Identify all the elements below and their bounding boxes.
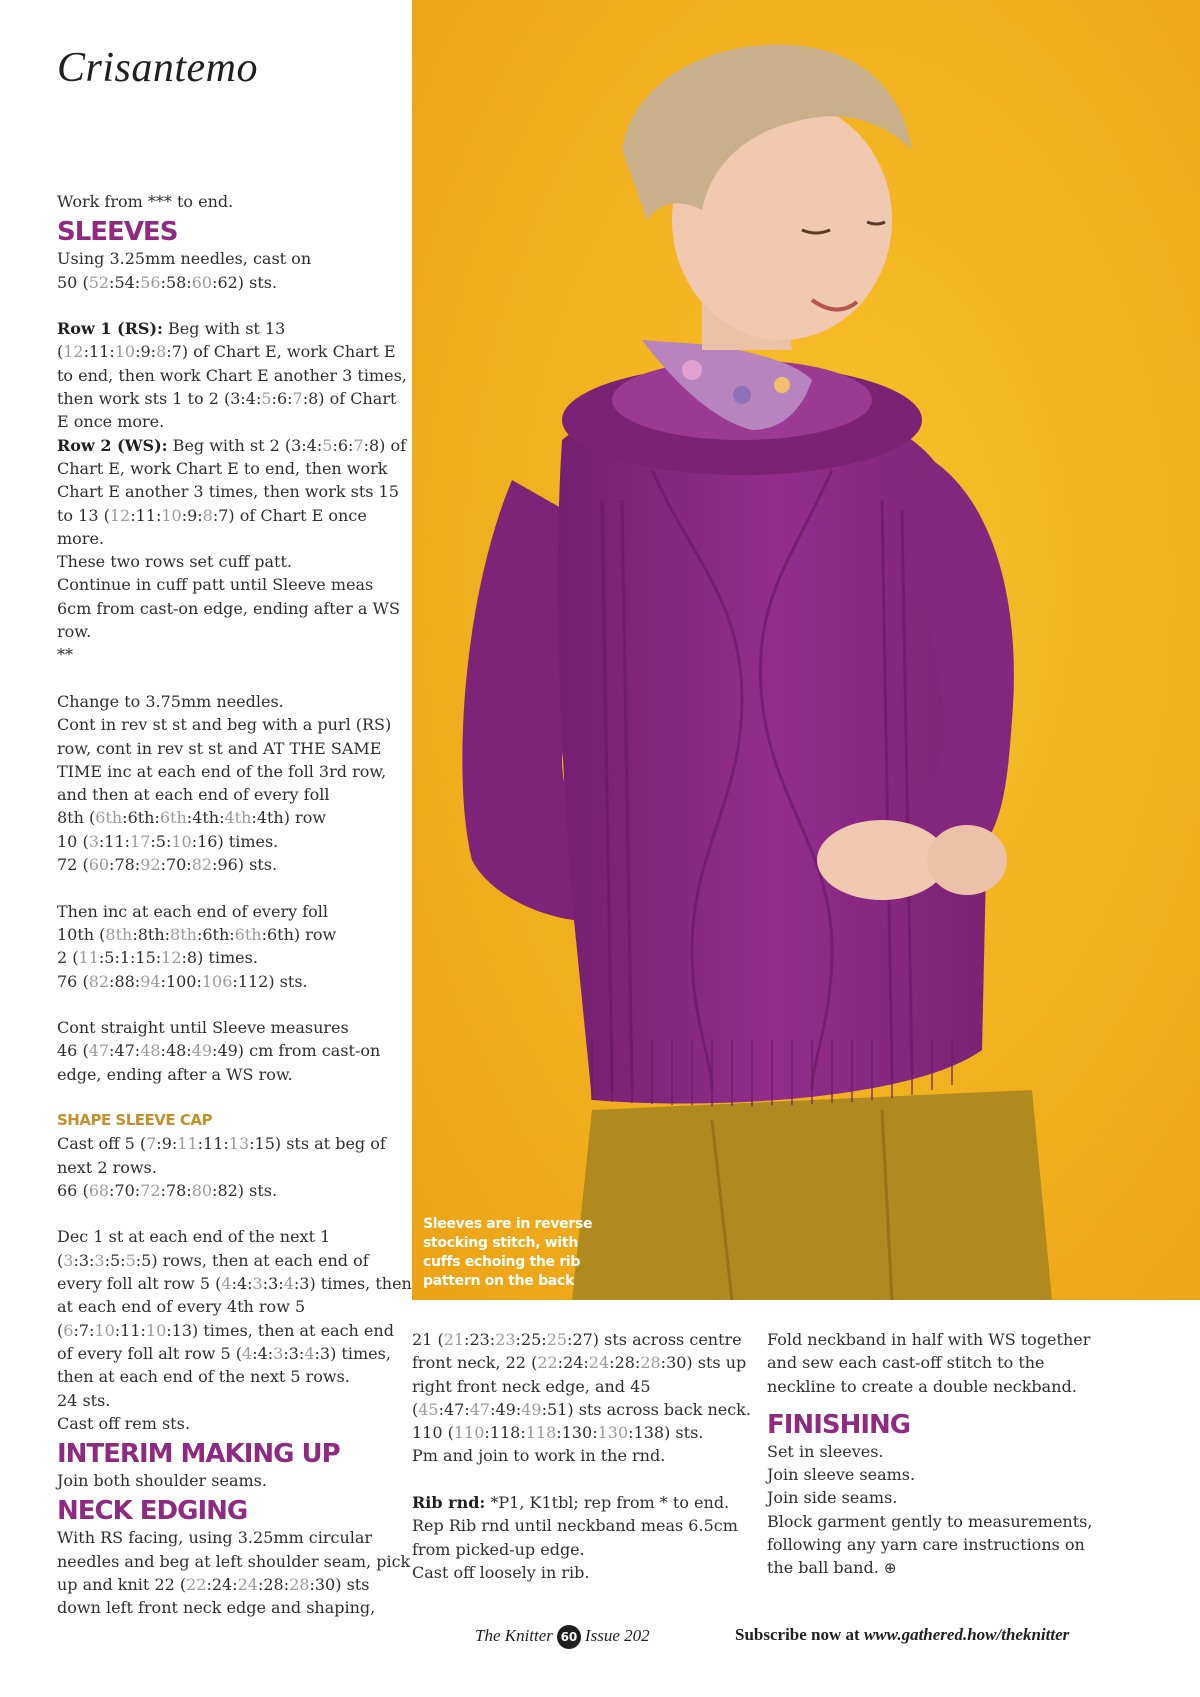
subscribe-link[interactable]: www.gathered.how/theknitter xyxy=(863,1625,1070,1644)
interim-text: Join both shoulder seams. xyxy=(57,1471,267,1491)
page-number: 60 xyxy=(557,1625,581,1649)
cap-cast-off-text: Cast off 5 (7:9:11:11:13:15) sts at beg of next 2 rows. xyxy=(57,1134,386,1177)
rib-rnd-text: Rib rnd: *P1, K1tbl; rep from * to end. xyxy=(412,1493,730,1513)
neck-total-sts: 110 (110:118:118:130:130:138) sts. xyxy=(412,1423,704,1443)
neck-edging-heading: NECK EDGING xyxy=(57,1496,248,1527)
cuff-set-text: These two rows set cuff patt. xyxy=(57,552,292,572)
fold-neckband-text: Fold neckband in half with WS together and sew each cast-off stitch to the neckline to create a double neckband. xyxy=(767,1330,1091,1396)
issue-number: Issue 202 xyxy=(584,1625,650,1645)
pm-join-text: Pm and join to work in the rnd. xyxy=(412,1446,666,1466)
finishing-item-3: Join side seams. xyxy=(767,1488,898,1508)
finishing-item-4: Block garment gently to measurements, following any yarn care instructions on the ball band. ⊕ xyxy=(767,1511,1093,1578)
rep-rib-text: Rep Rib rnd until neckband meas 6.5cm from picked-up edge. xyxy=(412,1516,738,1559)
page-title: Crisantemo xyxy=(57,45,259,91)
change-needles-text: Change to 3.75mm needles. Cont in rev st st and beg with a purl (RS) row, cont in rev st st and AT THE SAME TIME inc at each end of the foll 3rd row, and then at each end of every foll 8th (6th:6th:6th:4th:4th:4th) row 10 (3:11:17:5:10:16) times. 72 (60:78:92:70:82:96) sts. xyxy=(57,691,392,875)
sleeves-cast-on: Using 3.25mm needles, cast on 50 (52:54:56:58:60:62) sts. xyxy=(57,249,312,292)
cap-stitch-count: 66 (68:70:72:78:80:82) sts. xyxy=(57,1180,278,1200)
model-photo xyxy=(412,0,1200,1300)
stars-marker: ** xyxy=(57,645,73,665)
trousers xyxy=(572,1090,1052,1300)
cast-off-rib-text: Cast off loosely in rib. xyxy=(412,1562,590,1582)
column-1 xyxy=(57,190,412,1620)
column-3 xyxy=(767,1328,1112,1581)
cap-cast-off-rem: Cast off rem sts. xyxy=(57,1413,190,1433)
photo-illustration xyxy=(412,0,1200,1300)
cuff-continue-text: Continue in cuff patt until Sleeve meas 6cm from cast-on edge, ending after a WS row. xyxy=(57,575,400,642)
photo-caption: Sleeves are in reverse stocking stitch, with cuffs echoing the rib pattern on the back xyxy=(423,1216,593,1289)
subscribe-text: Subscribe now at xyxy=(735,1625,864,1644)
cont-straight-text: Cont straight until Sleeve measures 46 (47:47:48:48:49:49) cm from cast-on edge, ending after a WS row. xyxy=(57,1018,381,1084)
neck-edging-text: With RS facing, using 3.25mm circular needles and beg at left shoulder seam, pick up and knit 22 (22:24:24:28:28:30) sts down left front neck edge and shaping, xyxy=(57,1528,411,1618)
row-2-instructions: Row 2 (WS): Beg with st 2 (3:4:5:6:7:8) of Chart E, work Chart E to end, then work Chart E another 3 times, then work sts 15 to 13 (12:11:10:9:8:7) of Chart E once more. xyxy=(57,435,407,548)
sleeves-heading: SLEEVES xyxy=(57,217,178,248)
footer-subscribe xyxy=(735,1625,1069,1645)
neck-pickup-continued: 21 (21:23:23:25:25:27) sts across centre front neck, 22 (22:24:24:28:28:30) sts up right front neck edge, and 45 (45:47:47:49:49:51) sts across back neck. xyxy=(412,1330,751,1419)
finishing-item-2: Join sleeve seams. xyxy=(767,1465,916,1485)
end-mark-icon: ⊕ xyxy=(883,1559,897,1578)
cap-24-sts: 24 sts. xyxy=(57,1390,111,1410)
column-2 xyxy=(412,1328,757,1584)
cap-decrease-text: Dec 1 st at each end of the next 1 (3:3:3:5:5:5) rows, then at each end of every foll alt row 5 (4:4:3:3:4:3) times, then at each end of every 4th row 5 (6:7:10:11:10:13) times, then at each end of every foll alt row 5 (4:4:3:3:4:3) times, then at each end of the next 5 rows. xyxy=(57,1227,412,1387)
interim-making-up-heading: INTERIM MAKING UP xyxy=(57,1439,340,1470)
finishing-heading: FINISHING xyxy=(767,1409,911,1440)
footer-issue xyxy=(475,1625,650,1649)
row-1-instructions: Row 1 (RS): Beg with st 13 (12:11:10:9:8:7) of Chart E, work Chart E to end, then work Chart E another 3 times, then work sts 1 to 2 (3:4:5:6:7:8) of Chart E once more. xyxy=(57,319,407,432)
finishing-item-1: Set in sleeves. xyxy=(767,1441,884,1461)
shape-sleeve-cap-heading: SHAPE SLEEVE CAP xyxy=(57,1111,212,1130)
then-inc-text: Then inc at each end of every foll 10th (8th:8th:8th:6th:6th:6th) row 2 (11:5:1:15:12:8) times. 76 (82:88:94:100:106:112) sts. xyxy=(57,901,337,991)
intro-text: Work from *** to end. xyxy=(57,192,234,211)
magazine-name: The Knitter xyxy=(475,1625,553,1645)
